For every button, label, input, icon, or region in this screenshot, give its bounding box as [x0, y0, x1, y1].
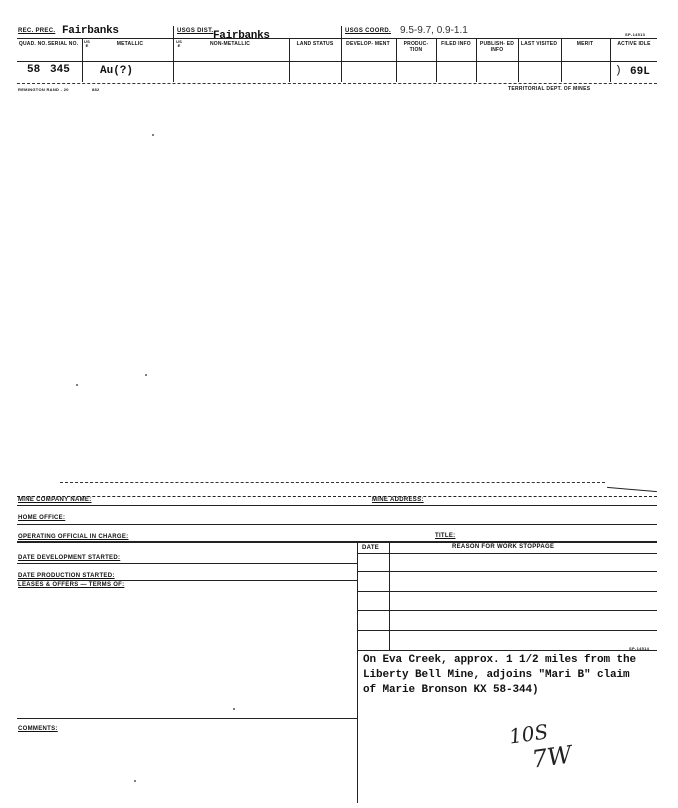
speck [145, 374, 147, 376]
form-rule [17, 718, 357, 719]
date-production-started-label: DATE PRODUCTION STARTED: [18, 573, 115, 579]
col-published-info: PUBLISH- ED INFO [479, 41, 515, 53]
table-rule [357, 610, 657, 611]
col-filed-info: FILED INFO [441, 41, 471, 47]
mine-company-name-label: MINE COMPANY NAME: [18, 497, 92, 503]
usgs-dist-label: USGS DIST. [177, 28, 214, 34]
perforation-line [17, 83, 657, 84]
form-rule [17, 496, 657, 497]
col-metallic: METALLIC [116, 41, 144, 47]
active-idle-mark: ) [615, 65, 622, 77]
divider [289, 38, 290, 82]
divider [610, 38, 611, 82]
divider [357, 541, 358, 803]
notes-line: On Eva Creek, approx. 1 1/2 miles from the [363, 654, 637, 666]
speck [152, 134, 154, 136]
divider [173, 26, 174, 82]
notes-line: of Marie Bronson KX 58-344) [363, 684, 539, 696]
table-rule [357, 650, 657, 651]
rec-prec-value: Fairbanks [62, 25, 119, 37]
form-number-top: SP-14513 [625, 32, 646, 37]
department-label: TERRITORIAL DEPT. OF MINES [508, 86, 591, 92]
location-notes [363, 653, 636, 698]
usgs-coord-value: 9.5-9.7, 0.9-1.1 [400, 25, 468, 36]
usgs-dist-value: Fairbanks [213, 30, 270, 42]
col-active-idle: ACTIVE IDLE [617, 41, 651, 47]
form-rule [17, 580, 357, 581]
record-serial: 345 [50, 64, 70, 76]
table-rule [357, 630, 657, 631]
table-rule [357, 571, 657, 572]
speck [134, 780, 136, 782]
record-metallic: Au(?) [100, 65, 134, 77]
comments-label: COMMENTS: [18, 726, 58, 732]
printer-code: 882 [92, 87, 100, 92]
active-idle-value: 69L [630, 66, 650, 78]
col-last-visited: LAST VISITED [520, 41, 558, 47]
perforation-line [60, 482, 605, 483]
col-merit: MERIT [576, 41, 594, 47]
col-quad-no: QUAD. NO. [18, 41, 48, 47]
speck [233, 708, 235, 710]
col-production: PRODUC- TION [403, 41, 429, 53]
leases-offers-label: LEASES & OFFERS — TERMS OF: [18, 582, 125, 588]
form-rule [17, 524, 657, 525]
title-label: TITLE: [435, 533, 456, 539]
record-quad: 58 [27, 64, 41, 76]
usgs-coord-label: USGS COORD. [345, 28, 391, 34]
date-development-started-label: DATE DEVELOPMENT STARTED: [18, 555, 121, 561]
notes-line: Liberty Bell Mine, adjoins "Mari B" claim [363, 669, 630, 681]
divider [82, 38, 83, 82]
mine-address-label: MINE ADDRESS: [372, 497, 424, 503]
col-use-right: USE [176, 39, 182, 48]
table-rule [357, 591, 657, 592]
form-rule [17, 541, 657, 543]
col-non-metallic: NON-METALLIC [209, 41, 251, 47]
rec-prec-label: REC. PREC. [18, 28, 56, 34]
divider [341, 26, 342, 82]
divider [389, 541, 390, 651]
col-use-left: USE [84, 39, 90, 48]
col-land-status: LAND STATUS [296, 41, 334, 47]
col-serial-no: SERIAL NO. [47, 41, 79, 47]
handwritten-township: 10S [507, 719, 550, 749]
form-rule [17, 505, 657, 506]
table-rule [357, 553, 657, 554]
form-rule [17, 563, 357, 564]
col-development: DEVELOP- MENT [346, 41, 390, 47]
operating-official-label: OPERATING OFFICIAL IN CHARGE: [18, 534, 129, 540]
stoppage-reason-header: REASON FOR WORK STOPPAGE [452, 544, 555, 550]
stoppage-date-header: DATE [362, 545, 380, 551]
printer-label: REMINGTON RAND - 20 [18, 87, 69, 92]
speck [76, 384, 78, 386]
handwritten-range: 7W [530, 740, 574, 774]
form-number-bottom: SP-14514 [629, 646, 650, 651]
torn-edge [607, 487, 657, 492]
home-office-label: HOME OFFICE: [18, 515, 66, 521]
